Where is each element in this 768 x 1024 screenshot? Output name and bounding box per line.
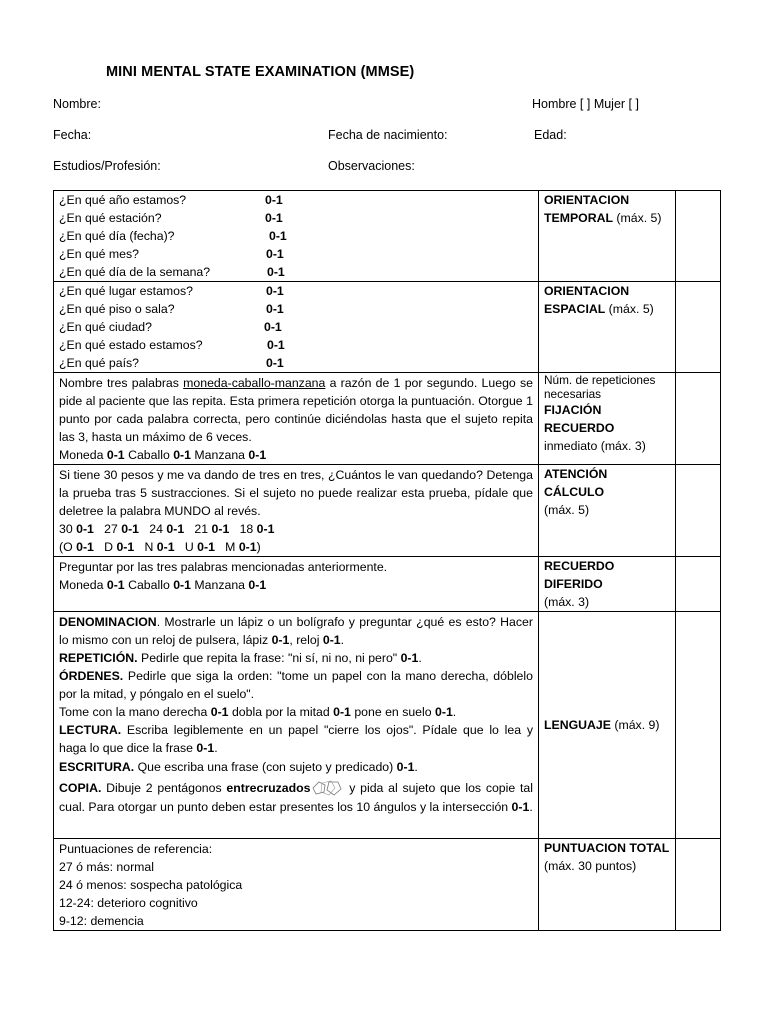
word-label: Caballo: [128, 578, 170, 592]
page-title: MINI MENTAL STATE EXAMINATION (MMSE): [106, 64, 415, 80]
estudios-label: Estudios/Profesión:: [53, 159, 161, 173]
reference-line: 9-12: demencia: [59, 914, 144, 928]
instruction-text: Pedirle que siga la orden: "tome un papel con la mano derecha, dóblelo por la mitad, y póngalo en el suelo".: [59, 669, 533, 701]
question-row: [59, 263, 533, 281]
item-title: REPETICIÓN.: [59, 651, 138, 665]
section-title: RECUERDO DIFERIDO: [543, 559, 615, 591]
diferido-label: [538, 557, 675, 612]
lectura-item: LECTURA. Escriba legiblemente en un papel "cierre los ojos". Pídale que lo lea y haga lo que dice la frase 0-1.: [59, 723, 533, 755]
score-option[interactable]: 0-1: [76, 522, 94, 536]
atencion-text: [54, 465, 539, 557]
lenguaje-score-box[interactable]: [675, 612, 720, 839]
question-row: [59, 318, 533, 336]
score-option[interactable]: 0-1: [266, 356, 284, 370]
question-row: [59, 191, 533, 209]
score-option[interactable]: 0-1: [238, 540, 257, 554]
question-row: [59, 300, 533, 318]
question-text: ¿En qué día de la semana?: [59, 265, 211, 279]
denominacion-item: DENOMINACION. Mostrarle un lápiz o un bolígrafo y preguntar ¿qué es esto? Hacer lo mismo con un reloj de pulsera, lápiz 0-1, reloj 0-1.: [59, 615, 533, 647]
question-text: ¿En qué lugar estamos?: [59, 284, 193, 298]
question-text: ¿En qué estación?: [59, 211, 162, 225]
score-option[interactable]: 0-1: [266, 284, 284, 298]
fecha-nacimiento-label: Fecha de nacimiento:: [328, 128, 448, 142]
question-text: ¿En qué país?: [59, 356, 139, 370]
section-title: ORIENTACION TEMPORAL: [543, 193, 630, 225]
word-scores: [59, 576, 533, 594]
row-orientacion-temporal: [54, 191, 721, 282]
number-scores: [59, 520, 533, 538]
instruction-text: Preguntar por las tres palabras mencionadas anteriormente.: [59, 560, 388, 574]
nombre-label: Nombre:: [53, 97, 101, 111]
section-max: (máx. 9): [610, 718, 660, 732]
diferido-text: [54, 557, 539, 612]
score-option[interactable]: 0-1: [211, 522, 230, 536]
espacial-label: [538, 282, 675, 373]
score-option[interactable]: 0-1: [248, 578, 267, 592]
number-label: 30: [59, 522, 73, 536]
score-option[interactable]: 0-1: [265, 193, 283, 207]
row-fijacion: [54, 373, 721, 465]
score-option[interactable]: 0-1: [106, 578, 125, 592]
score-option[interactable]: 0-1: [256, 522, 275, 536]
section-title: FIJACIÓN RECUERDO: [543, 403, 615, 435]
instruction-text: y pida al sujeto que los copie tal cual. Para otorgar un punto deben estar presentes los 10 ángulos y la intersección: [59, 781, 533, 814]
section-max: (máx. 5): [543, 503, 590, 517]
lenguaje-text: [54, 612, 539, 839]
ordenes-item: [59, 667, 533, 703]
instruction-text: Escriba legiblemente en un papel "cierre los ojos". Pídale que lo lea y haga lo que dice la frase: [59, 723, 533, 755]
instruction-text: Que escriba una frase (con sujeto y predicado): [134, 760, 397, 774]
repeticion-item: REPETICIÓN. Pedirle que repita la frase: "ni sí, ni no, ni pero" 0-1.: [59, 651, 422, 665]
intersecting-pentagons-icon: [312, 780, 342, 798]
section-max: (máx. 5): [612, 211, 662, 225]
question-text: ¿En qué mes?: [59, 247, 139, 261]
score-option[interactable]: 0-1: [196, 741, 215, 755]
espacial-questions: [54, 282, 539, 373]
word-label: Moneda: [59, 578, 104, 592]
score-option[interactable]: 0-1: [197, 540, 215, 554]
row-lenguaje: [54, 612, 721, 839]
item-title: ÓRDENES.: [59, 669, 124, 683]
instruction-text: Nombre tres palabras: [59, 376, 184, 390]
number-label: 27: [104, 522, 118, 536]
instruction-text: Pedirle que repita la frase: "ni sí, ni no, ni pero": [137, 651, 401, 665]
instruction-text: , reloj: [289, 633, 323, 647]
letter-label: M: [225, 540, 236, 554]
instruction-text: Si tiene 30 pesos y me va dando de tres en tres, ¿Cuántos le van quedando? Detenga la prueba tras 5 sustracciones. Si el sujeto no puede realizar esta prueba, pídale que deletree la palabra MUNDO al revés.: [59, 468, 533, 518]
score-option[interactable]: 0-1: [166, 522, 185, 536]
number-label: 18: [239, 522, 254, 536]
espacial-score-box[interactable]: [675, 282, 720, 373]
repetitions-label: Núm. de repeticiones necesarias: [543, 373, 656, 401]
score-option[interactable]: 0-1: [400, 651, 419, 665]
total-score-box[interactable]: [675, 839, 720, 931]
fijacion-score-box[interactable]: [675, 373, 720, 465]
score-option[interactable]: 0-1: [121, 522, 140, 536]
letter-label: D: [104, 540, 114, 554]
temporal-score-box[interactable]: [675, 191, 720, 282]
fecha-label: Fecha:: [53, 128, 92, 142]
item-title: COPIA.: [59, 781, 102, 795]
word-scores: [59, 446, 533, 464]
score-option[interactable]: 0-1: [264, 320, 282, 334]
diferido-score-box[interactable]: [675, 557, 720, 612]
question-row: [59, 209, 533, 227]
score-option[interactable]: 0-1: [511, 799, 530, 814]
reference-line: Puntuaciones de referencia:: [59, 842, 213, 856]
score-option[interactable]: 0-1: [248, 448, 267, 462]
row-orientacion-espacial: [54, 282, 721, 373]
lenguaje-label: [538, 612, 675, 839]
score-option[interactable]: 0-1: [210, 705, 229, 719]
question-text: ¿En qué estado estamos?: [59, 338, 203, 352]
section-max: (máx. 5): [605, 302, 654, 316]
letter-label: U: [184, 540, 194, 554]
question-text: ¿En qué día (fecha)?: [59, 229, 175, 243]
reference-line: 24 ó menos: sospecha patológica: [59, 878, 243, 892]
word-label: Manzana: [194, 578, 245, 592]
score-option[interactable]: 0-1: [173, 578, 191, 592]
temporal-label: [538, 191, 675, 282]
row-atencion: [54, 465, 721, 557]
number-label: 24: [149, 522, 163, 536]
section-max: (máx. 30 puntos): [543, 859, 637, 873]
score-option[interactable]: 0-1: [396, 760, 415, 774]
letter-scores: (O 0-1 D 0-1 N 0-1 U 0-1 M 0-1): [59, 540, 261, 554]
atencion-score-box[interactable]: [675, 465, 720, 557]
escritura-item: ESCRITURA. Que escriba una frase (con sujeto y predicado) 0-1.: [59, 760, 418, 774]
letter-label: N: [144, 540, 154, 554]
number-label: 21: [194, 522, 209, 536]
score-option[interactable]: 0-1: [116, 540, 135, 554]
section-title: ATENCIÓN CÁLCULO: [543, 467, 608, 499]
word-label: Caballo: [128, 448, 170, 462]
question-text: ¿En qué piso o sala?: [59, 302, 175, 316]
instruction-text: pone en suelo: [350, 705, 436, 719]
question-row: [59, 245, 533, 263]
section-max: (máx. 3): [543, 595, 590, 609]
fijacion-label: [538, 373, 675, 465]
question-row: [59, 336, 533, 354]
instruction-text: a razón de 1 por segundo. Luego se pide al paciente que las repita. Esta primera repetición otorga la puntuación. Otorgue 1 punto por cada palabra correcta, pero continúe diciéndolas hasta que el sujeto repita las 3, hasta un máximo de 6 veces.: [59, 376, 533, 444]
word-label: Moneda: [59, 448, 104, 462]
mmse-table: [53, 190, 721, 931]
row-puntuacion-total: [54, 839, 721, 931]
score-option[interactable]: 0-1: [269, 229, 287, 243]
section-max: inmediato (máx. 3): [543, 439, 646, 453]
score-option[interactable]: 0-1: [266, 247, 284, 261]
row-recuerdo-diferido: [54, 557, 721, 612]
section-title: PUNTUACION TOTAL: [543, 841, 670, 855]
score-option[interactable]: 0-1: [266, 302, 284, 316]
section-title: LENGUAJE: [543, 718, 611, 732]
sexo-checkboxes[interactable]: Hombre [ ] Mujer [ ]: [532, 97, 639, 111]
score-option[interactable]: 0-1: [267, 265, 285, 279]
score-option[interactable]: 0-1: [333, 705, 351, 719]
question-row: [59, 354, 533, 372]
copia-item: COPIA. Dibuje 2 pentágonos entrecruzados y pida al sujeto que los copie tal cual. Para otorgar un punto deben estar presentes los 10 ángulos y la intersección 0-1.: [59, 781, 533, 814]
word-label: Manzana: [194, 448, 245, 462]
edad-label: Edad:: [534, 128, 567, 142]
total-label: [538, 839, 675, 931]
section-title: ORIENTACION ESPACIAL: [543, 284, 630, 316]
score-option[interactable]: 0-1: [265, 211, 283, 225]
observaciones-label: Observaciones:: [328, 159, 415, 173]
words-underlined: moneda-caballo-manzana: [183, 376, 326, 390]
reference-line: 27 ó más: normal: [59, 860, 155, 874]
bold-word: entrecruzados: [226, 781, 311, 795]
instruction-text: Tome con la mano derecha: [59, 705, 211, 719]
score-option[interactable]: 0-1: [267, 338, 285, 352]
score-option[interactable]: 0-1: [322, 633, 341, 647]
item-title: DENOMINACION: [59, 615, 157, 629]
item-title: LECTURA.: [59, 723, 122, 737]
score-option[interactable]: 0-1: [156, 540, 175, 554]
instruction-text: . Mostrarle un lápiz o un bolígrafo y preguntar ¿qué es esto? Hacer lo mismo con un reloj de pulsera, lápiz: [59, 615, 533, 647]
question-row: [59, 282, 533, 300]
item-title: ESCRITURA.: [59, 760, 135, 774]
reference-line: 12-24: deterioro cognitivo: [59, 896, 198, 910]
score-option[interactable]: 0-1: [271, 633, 290, 647]
question-text: ¿En qué año estamos?: [59, 193, 187, 207]
instruction-text: dobla por la mitad: [228, 705, 334, 719]
question-text: ¿En qué ciudad?: [59, 320, 152, 334]
score-option[interactable]: 0-1: [173, 448, 191, 462]
question-row: [59, 227, 533, 245]
fijacion-text: [54, 373, 539, 465]
score-option[interactable]: 0-1: [76, 540, 94, 554]
ordenes-scores: Tome con la mano derecha 0-1 dobla por la mitad 0-1 pone en suelo 0-1.: [59, 705, 457, 719]
temporal-questions: [54, 191, 539, 282]
score-option[interactable]: 0-1: [435, 705, 453, 719]
instruction-text: Dibuje 2 pentágonos: [101, 781, 227, 795]
atencion-label: [538, 465, 675, 557]
total-reference: [54, 839, 539, 931]
score-option[interactable]: 0-1: [106, 448, 125, 462]
letter-label: O: [63, 540, 73, 554]
